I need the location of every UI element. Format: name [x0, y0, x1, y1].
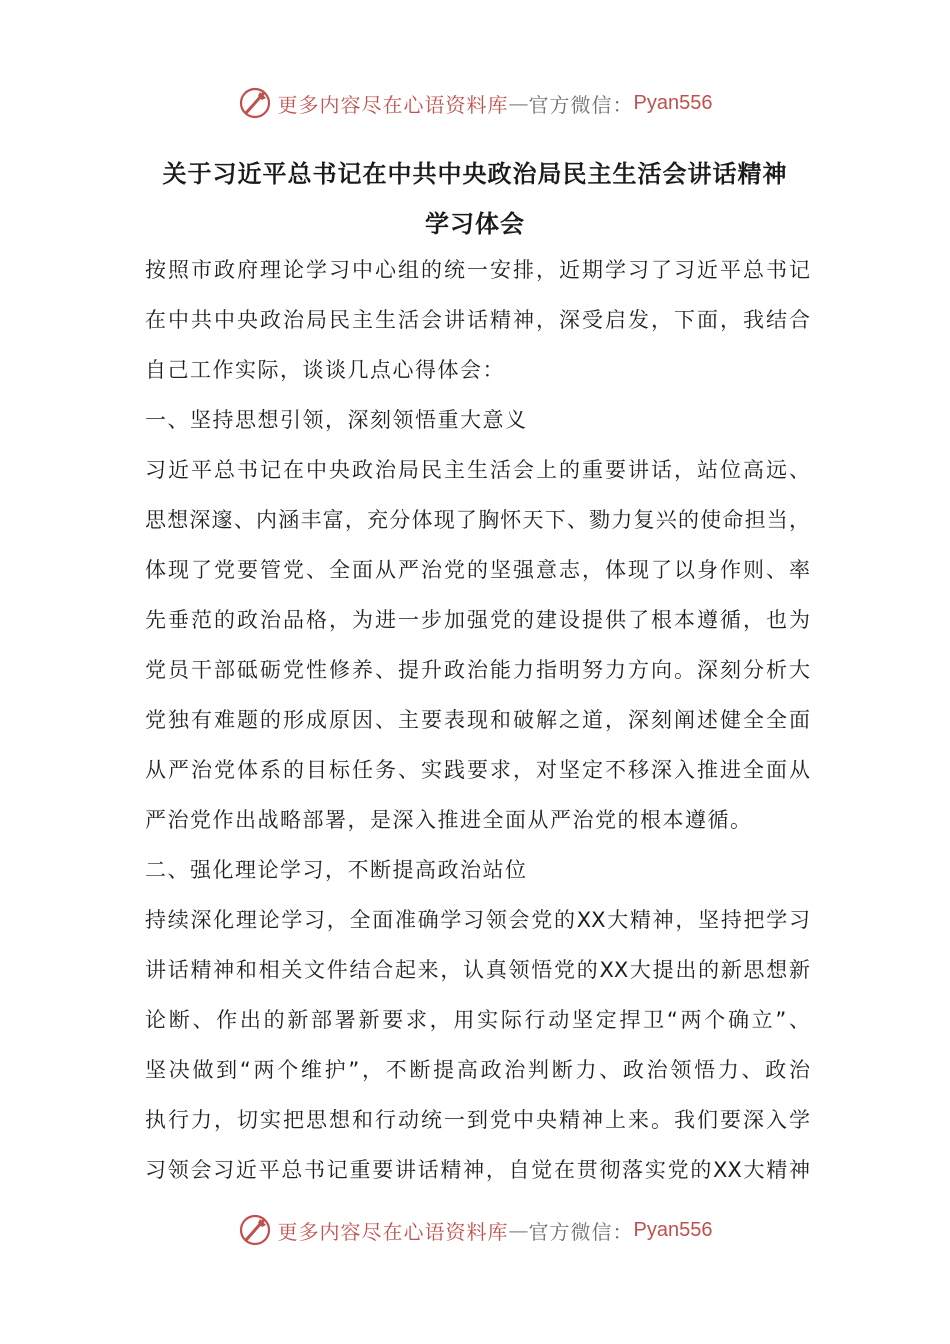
- watermark-wechat-id: Pyan556: [633, 1218, 713, 1241]
- watermark-wechat-label: 官方微信：: [528, 92, 634, 117]
- pen-logo-icon: [238, 1213, 272, 1247]
- body-line: 按照市政府理论学习中心组的统一安排，近期学习了习近平总书记: [145, 258, 810, 282]
- watermark-separator: —: [508, 1218, 529, 1242]
- body-line: 党员干部砥砺党性修养、提升政治能力指明努力方向。深刻分析大: [145, 658, 810, 682]
- body-line: 习领会习近平总书记重要讲话精神，自觉在贯彻落实党的XX大精神: [145, 1158, 810, 1182]
- body-line: 执行力，切实把思想和行动统一到党中央精神上来。我们要深入学: [145, 1108, 810, 1132]
- body-line: 先垂范的政治品格，为进一步加强党的建设提供了根本遵循，也为: [145, 608, 810, 632]
- body-line: 思想深邃、内涵丰富，充分体现了胸怀天下、勠力复兴的使命担当，: [145, 508, 810, 532]
- document-title-line-2: 学习体会: [425, 210, 525, 238]
- header-watermark: [0, 83, 950, 123]
- watermark-wechat-id: Pyan556: [633, 91, 713, 114]
- body-line: 讲话精神和相关文件结合起来，认真领悟党的XX大提出的新思想新: [145, 958, 810, 982]
- body-line: 坚决做到“两个维护”，不断提高政治判断力、政治领悟力、政治: [145, 1058, 810, 1082]
- watermark-separator: —: [508, 91, 529, 115]
- body-line: 在中共中央政治局民主生活会讲话精神，深受启发，下面，我结合: [145, 308, 810, 332]
- watermark-text: 更多内容尽在心语资料库: [277, 92, 509, 117]
- body-line: 自己工作实际，谈谈几点心得体会：: [145, 358, 505, 382]
- body-line: 论断、作出的新部署新要求，用实际行动坚定捍卫“两个确立”、: [145, 1008, 810, 1032]
- body-line: 持续深化理论学习，全面准确学习领会党的XX大精神，坚持把学习: [145, 908, 810, 932]
- body-line: 从严治党体系的目标任务、实践要求，对坚定不移深入推进全面从: [145, 758, 810, 782]
- body-line: 党独有难题的形成原因、主要表现和破解之道，深刻阐述健全全面: [145, 708, 810, 732]
- footer-watermark: [0, 1210, 950, 1250]
- body-line: 体现了党要管党、全面从严治党的坚强意志，体现了以身作则、率: [145, 558, 810, 582]
- body-line: 严治党作出战略部署，是深入推进全面从严治党的根本遵循。: [145, 808, 753, 832]
- section-heading: 二、强化理论学习，不断提高政治站位: [145, 858, 528, 882]
- section-heading: 一、坚持思想引领，深刻领悟重大意义: [145, 408, 528, 432]
- watermark-wechat-label: 官方微信：: [528, 1219, 634, 1244]
- watermark-text: 更多内容尽在心语资料库: [277, 1219, 509, 1244]
- document-title-line-1: 关于习近平总书记在中共中央政治局民主生活会讲话精神: [162, 160, 788, 188]
- body-line: 习近平总书记在中央政治局民主生活会上的重要讲话，站位高远、: [145, 458, 810, 482]
- pen-logo-icon: [238, 86, 272, 120]
- document-body: [145, 252, 810, 1202]
